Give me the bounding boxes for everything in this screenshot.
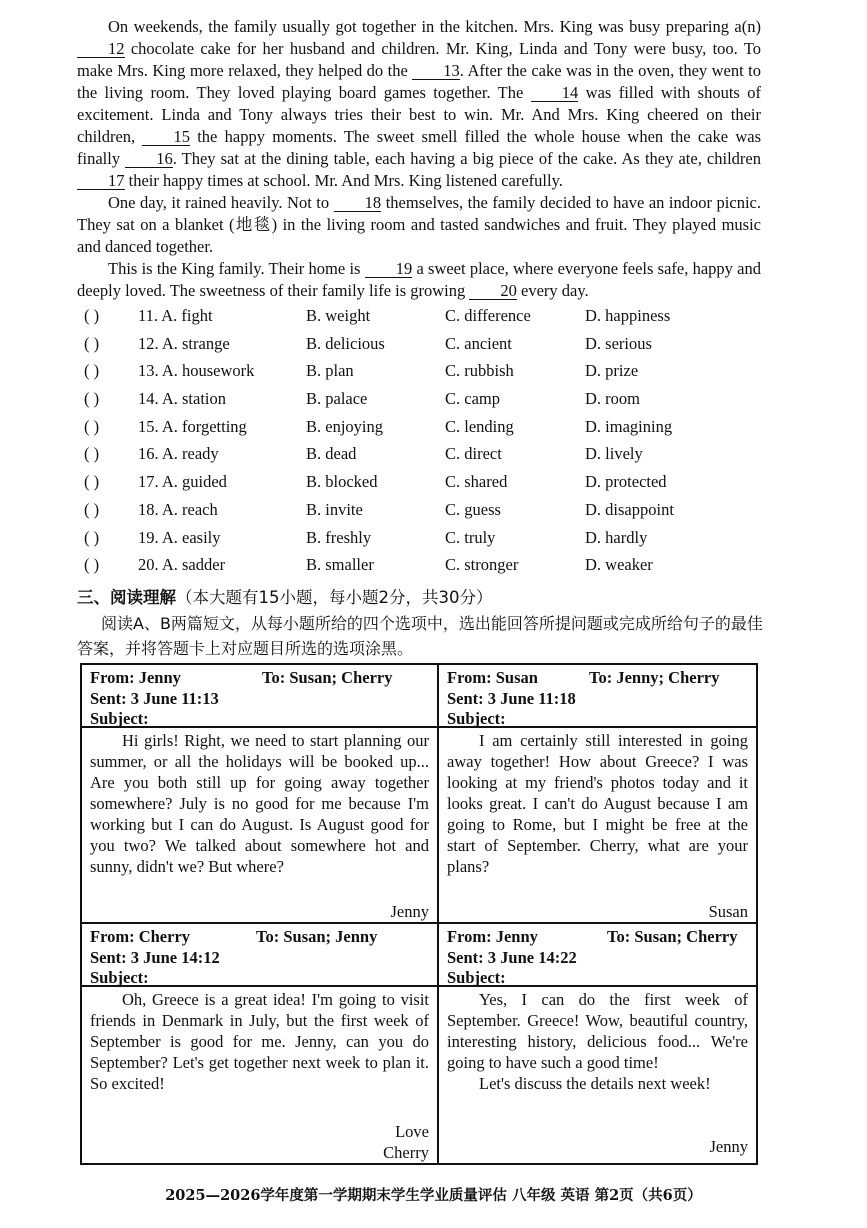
email-1-header xyxy=(81,664,438,727)
option-c: C. direct xyxy=(445,444,502,464)
email-body-text: Hi girls! Right, we need to start planning our summer, or all the holidays will be booked up... Are you both still up for going away together somewhere? July is no good for me because I'm working but I can do August. Is August good for you two? We talked about somewhere hot and sunny, didn't we? But where? xyxy=(90,731,429,876)
option-d: D. weaker xyxy=(585,555,653,575)
option-b: B. palace xyxy=(306,389,368,409)
email-to: To: Susan; Jenny xyxy=(256,927,378,946)
answer-parentheses[interactable]: ( ) xyxy=(84,472,100,492)
paragraph-2 xyxy=(77,192,761,258)
email-body-text-2: Let's discuss the details next week! xyxy=(479,1074,711,1093)
email-sent: Sent: 3 June 14:22 xyxy=(447,947,577,967)
text: This is the King family. Their home is xyxy=(108,259,365,278)
option-b: B. plan xyxy=(306,361,354,381)
text: On weekends, the family usually got together in the kitchen. Mrs. King was busy preparing a(n) xyxy=(108,17,761,36)
email-2-body xyxy=(438,727,757,923)
text: the happy moments. The sweet smell filled the whole house when the cake was finally xyxy=(77,127,761,168)
option-d: D. protected xyxy=(585,472,667,492)
blank-19: 19 xyxy=(365,260,413,278)
question-11 xyxy=(84,306,764,334)
email-to: To: Jenny; Cherry xyxy=(589,668,720,687)
email-signature xyxy=(383,1121,429,1163)
email-from: From: Jenny xyxy=(447,927,538,946)
option-d: D. serious xyxy=(585,333,652,353)
answer-parentheses[interactable]: ( ) xyxy=(84,389,100,409)
option-b: B. blocked xyxy=(306,472,378,492)
cloze-passage xyxy=(77,16,761,302)
answer-parentheses[interactable]: ( ) xyxy=(84,499,100,519)
option-a: 17. A. guided xyxy=(138,472,227,492)
answer-parentheses[interactable]: ( ) xyxy=(84,444,100,464)
option-c: C. camp xyxy=(445,389,500,409)
answer-parentheses[interactable]: ( ) xyxy=(84,416,100,436)
option-b: B. delicious xyxy=(306,333,385,353)
question-13 xyxy=(84,361,764,389)
option-d: D. disappoint xyxy=(585,499,674,519)
question-15 xyxy=(84,417,764,445)
option-c: C. truly xyxy=(445,527,496,547)
option-d: D. imagining xyxy=(585,416,673,436)
email-body-text: Yes, I can do the first week of September. Greece! Wow, beautiful country, interesting history, delicious food... We're going to have such a good time! xyxy=(447,990,748,1072)
option-c: C. lending xyxy=(445,416,514,436)
text: One day, it rained heavily. Not to xyxy=(108,193,334,212)
signature-closing: Love xyxy=(395,1122,429,1141)
email-subject: Subject: xyxy=(90,968,149,987)
email-1-body xyxy=(81,727,438,923)
email-signature: Jenny xyxy=(390,902,429,921)
blank-12: 12 xyxy=(77,40,125,58)
option-d: D. prize xyxy=(585,361,639,381)
option-a: 11. A. fight xyxy=(138,306,213,325)
email-4-body xyxy=(438,986,757,1164)
question-19 xyxy=(84,528,764,556)
answer-parentheses[interactable]: ( ) xyxy=(84,555,100,575)
email-body-text: Oh, Greece is a great idea! I'm going to visit friends in Denmark in July, but the first week of September is good for me. Jenny, can you do September? Let's get together next week to plan it. So excited! xyxy=(90,990,429,1093)
page-footer: 2025—2026学年度第一学期期末学生学业质量评估 八年级 英语 第2页（共6页） xyxy=(165,1187,702,1204)
email-to: To: Susan; Cherry xyxy=(607,927,738,946)
option-a: 16. A. ready xyxy=(138,444,219,464)
email-from: From: Cherry xyxy=(90,927,191,946)
option-c: C. difference xyxy=(445,306,531,325)
question-20 xyxy=(84,555,764,583)
text: . They sat at the dining table, each having a big piece of the cake. As they ate, children xyxy=(172,149,761,168)
paragraph-3 xyxy=(77,258,761,302)
blank-15: 15 xyxy=(142,128,190,146)
instruction-text: 阅读A、B两篇短文，从每小题所给的四个选项中，选出能回答所提问题或完成所给句子的最佳答案，并将答题卡上对应题目所选的选项涂黑。 xyxy=(77,614,763,658)
text: their happy times at school. Mr. And Mrs. King listened carefully. xyxy=(124,171,563,190)
email-sent: Sent: 3 June 11:18 xyxy=(447,688,576,708)
option-c: C. guess xyxy=(445,499,501,519)
option-a: 18. A. reach xyxy=(138,499,218,519)
email-4-header xyxy=(438,923,757,986)
email-3-header xyxy=(81,923,438,986)
option-a: 20. A. sadder xyxy=(138,555,226,575)
text: themselves, the family decided to have an indoor picnic. They sat on a blanket (地毯) in the living room and tasted sandwiches and fruit. They played music and danced together. xyxy=(77,193,761,256)
text: was filled with shouts of excitement. Linda and Tony always tries their best to win. Mr. And Mrs. King cheered on their children, xyxy=(77,83,761,146)
option-d: D. happiness xyxy=(585,306,671,325)
question-16 xyxy=(84,444,764,472)
option-b: B. smaller xyxy=(306,555,374,575)
option-b: B. enjoying xyxy=(306,416,383,436)
blank-14: 14 xyxy=(531,84,579,102)
email-from: From: Susan xyxy=(447,668,538,687)
email-subject: Subject: xyxy=(90,709,149,728)
option-c: C. shared xyxy=(445,472,508,492)
email-subject: Subject: xyxy=(447,968,506,987)
question-18 xyxy=(84,500,764,528)
question-17 xyxy=(84,472,764,500)
question-14 xyxy=(84,389,764,417)
option-b: B. invite xyxy=(306,499,363,519)
signature-name: Cherry xyxy=(383,1143,429,1162)
option-b: B. dead xyxy=(306,444,357,464)
option-a: 15. A. forgetting xyxy=(138,416,247,436)
answer-parentheses[interactable]: ( ) xyxy=(84,333,100,353)
answer-parentheses[interactable]: ( ) xyxy=(84,527,100,547)
email-2-header xyxy=(438,664,757,727)
blank-17: 17 xyxy=(77,172,125,190)
option-c: C. ancient xyxy=(445,333,512,353)
answer-parentheses[interactable]: ( ) xyxy=(84,361,100,381)
option-a: 13. A. housework xyxy=(138,361,255,381)
option-b: B. freshly xyxy=(306,527,372,547)
text: chocolate cake for her husband and children. Mr. King, Linda and Tony were busy, too. To make Mrs. King more relaxed, they helped do the xyxy=(77,39,761,80)
option-a: 19. A. easily xyxy=(138,527,221,547)
answer-parentheses[interactable]: ( ) xyxy=(84,306,100,325)
email-to: To: Susan; Cherry xyxy=(262,668,393,687)
blank-20: 20 xyxy=(469,282,517,300)
text: . After the cake was in the oven, they went to the living room. They loved playing board games together. The xyxy=(77,61,761,102)
question-12 xyxy=(84,334,764,362)
option-c: C. stronger xyxy=(445,555,519,575)
option-a: 14. A. station xyxy=(138,389,227,409)
email-3-body xyxy=(81,986,438,1164)
email-grid xyxy=(80,663,758,1165)
email-sent: Sent: 3 June 14:12 xyxy=(90,947,220,967)
email-signature: Jenny xyxy=(709,1137,748,1156)
text: every day. xyxy=(516,281,589,300)
option-d: D. lively xyxy=(585,444,643,464)
email-subject: Subject: xyxy=(447,709,506,728)
options-list xyxy=(84,306,764,583)
option-d: D. hardly xyxy=(585,527,648,547)
option-b: B. weight xyxy=(306,306,371,325)
email-from: From: Jenny xyxy=(90,668,181,687)
blank-18: 18 xyxy=(334,194,382,212)
paragraph-1 xyxy=(77,16,761,192)
section-note: （本大题有15小题，每小题2分，共30分） xyxy=(176,588,493,607)
option-a: 12. A. strange xyxy=(138,333,230,353)
blank-16: 16 xyxy=(125,150,173,168)
blank-13: 13 xyxy=(412,62,460,80)
email-sent: Sent: 3 June 11:13 xyxy=(90,688,219,708)
section-instruction xyxy=(77,611,765,661)
email-signature: Susan xyxy=(708,902,748,921)
text: a sweet place, where everyone feels safe, happy and deeply loved. The sweetness of their family life is growing xyxy=(77,259,762,300)
email-body-text: I am certainly still interested in going away together! How about Greece? I was looking at my friend's photos today and it looks great. I can't do August because I am going to Rome, but I might be free at the start of September. Cherry, what are your plans? xyxy=(447,731,748,876)
option-d: D. room xyxy=(585,389,640,409)
option-c: C. rubbish xyxy=(445,361,514,381)
section-title xyxy=(77,584,493,608)
section-heading: 三、阅读理解 xyxy=(77,588,176,607)
